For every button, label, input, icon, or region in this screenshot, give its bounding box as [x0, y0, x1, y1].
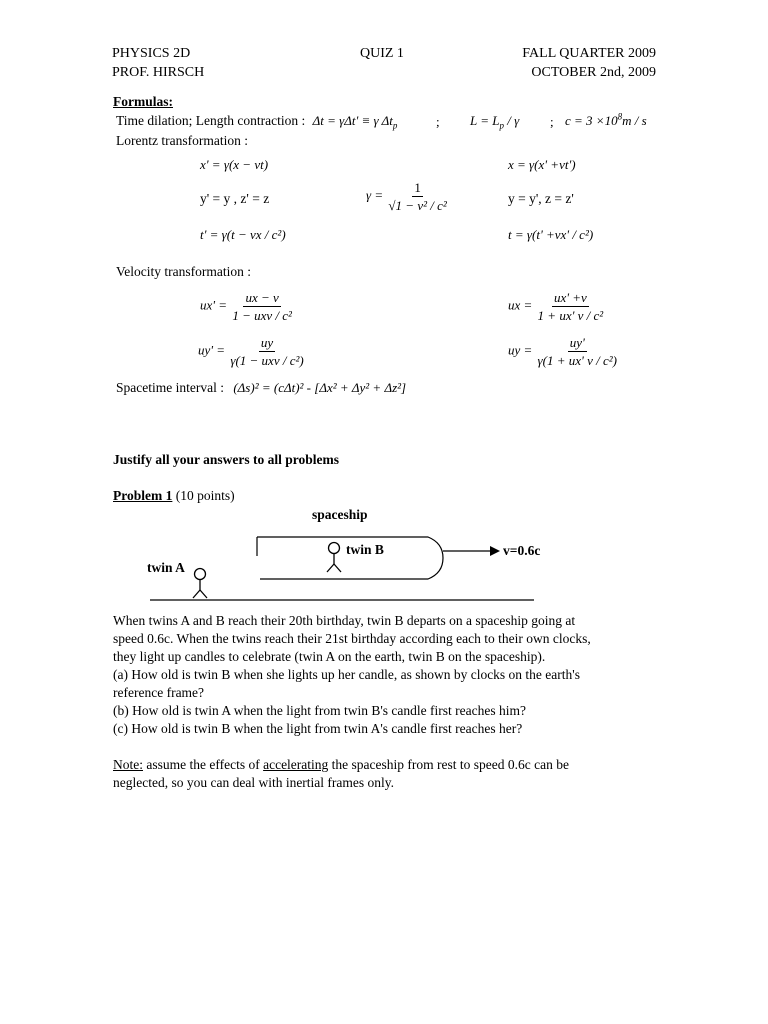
problem-text [113, 612, 673, 738]
problem-title: Problem 1 [113, 488, 173, 503]
lorentz-t-inverse: t = γ(t' +vx' / c²) [508, 227, 594, 242]
time-dilation-label: Time dilation; Length contraction : [116, 113, 306, 128]
problem-part-a-cont: reference frame? [113, 685, 205, 700]
spacetime-interval-equation: (Δs)² = (cΔt)² - [Δx² + Δy² + Δz²] [233, 380, 407, 395]
problem-line: When twins A and B reach their 20th birthday, twin B departs on a spaceship going at [113, 613, 576, 628]
separator-1: ; [436, 114, 440, 129]
lorentz-yz-inverse: y = y', z = z' [508, 191, 574, 206]
spacetime-interval-label: Spacetime interval : [116, 380, 224, 395]
gamma-definition: γ = $\frac{1}{\text{√1 − v² / c²}}$ [366, 180, 447, 213]
note-emphasis: accelerating [263, 757, 329, 772]
length-contraction-equation: $L = L_p / \gamma$ [470, 113, 520, 131]
time-dilation-equation: Δt = γΔt' ≡ γ $\Delta t_p$ [312, 113, 398, 131]
problem-line: they light up candles to celebrate (twin A on the earth, twin B on the spaceship). [113, 649, 546, 664]
velocity-ux-inverse: ux = $\frac{ux' +v}{\text{1 + ux' v / c²}}$ [508, 290, 604, 323]
time-dilation-line [116, 113, 397, 129]
separator-2: ; [550, 114, 554, 129]
twin-b-label: twin B [346, 542, 384, 557]
note-line-2: neglected, so you can deal with inertial frames only. [113, 775, 395, 790]
lorentz-x-inverse: x = γ(x' +vt') [508, 157, 576, 172]
note-label: Note: [113, 757, 143, 772]
twin-b-stick-figure [327, 543, 341, 573]
spacetime-interval-line [116, 380, 406, 396]
velocity-uy-forward: uy' = $\frac{uy}{\text{γ(1 − uxv / c²)}}$ [198, 335, 304, 368]
note: Note: assume the effects of accelerating the spaceship from rest to speed 0.6c can be neglected, so you can deal with inertial frames only. [113, 756, 673, 792]
formulas-heading: Formulas: [113, 94, 173, 109]
velocity-arrow [443, 546, 500, 556]
velocity-value: v=0.6c [503, 543, 541, 558]
twin-a-stick-figure [193, 569, 207, 599]
lorentz-label: Lorentz transformation : [116, 133, 248, 148]
velocity-label: Velocity transformation : [116, 264, 251, 279]
course-title: PHYSICS 2D [112, 46, 191, 61]
velocity-uy-inverse: uy = $\frac{uy'}{\text{γ(1 + ux' v / c²)}}$ [508, 335, 617, 368]
problem-points: (10 points) [175, 488, 235, 503]
instructions: Justify all your answers to all problems [113, 452, 340, 467]
problem-part-a: (a) How old is twin B when she lights up her candle, as shown by clocks on the earth's [113, 667, 580, 682]
spaceship-label: spaceship [312, 507, 368, 522]
lorentz-yz-forward: y' = y , z' = z [200, 191, 270, 206]
quiz-title: QUIZ 1 [360, 46, 404, 61]
problem-part-c: (c) How old is twin B when the light from twin A's candle first reaches her? [113, 721, 523, 736]
twin-diagram [0, 500, 768, 610]
problem-part-b: (b) How old is twin A when the light from twin B's candle first reaches him? [113, 703, 526, 718]
twin-a-label: twin A [147, 560, 185, 575]
gamma-fraction: $\frac{1}{\text{√1 − v² / c²}}$ [388, 180, 447, 213]
professor-name: PROF. HIRSCH [112, 65, 205, 80]
speed-of-light-equation: $c = 3 \times 10^8m / s$ [565, 111, 647, 128]
lorentz-x-forward: x' = γ(x − vt) [200, 157, 269, 172]
quiz-date: OCTOBER 2nd, 2009 [531, 65, 656, 80]
velocity-ux-forward: ux' = $\frac{ux - v}{\text{1 − uxv / c²}}$ [200, 290, 292, 323]
problem-line: speed 0.6c. When the twins reach their 21st birthday according each to their own clocks, [113, 631, 591, 646]
term-label: FALL QUARTER 2009 [522, 46, 656, 61]
lorentz-t-forward: t' = γ(t − vx / c²) [200, 227, 286, 242]
